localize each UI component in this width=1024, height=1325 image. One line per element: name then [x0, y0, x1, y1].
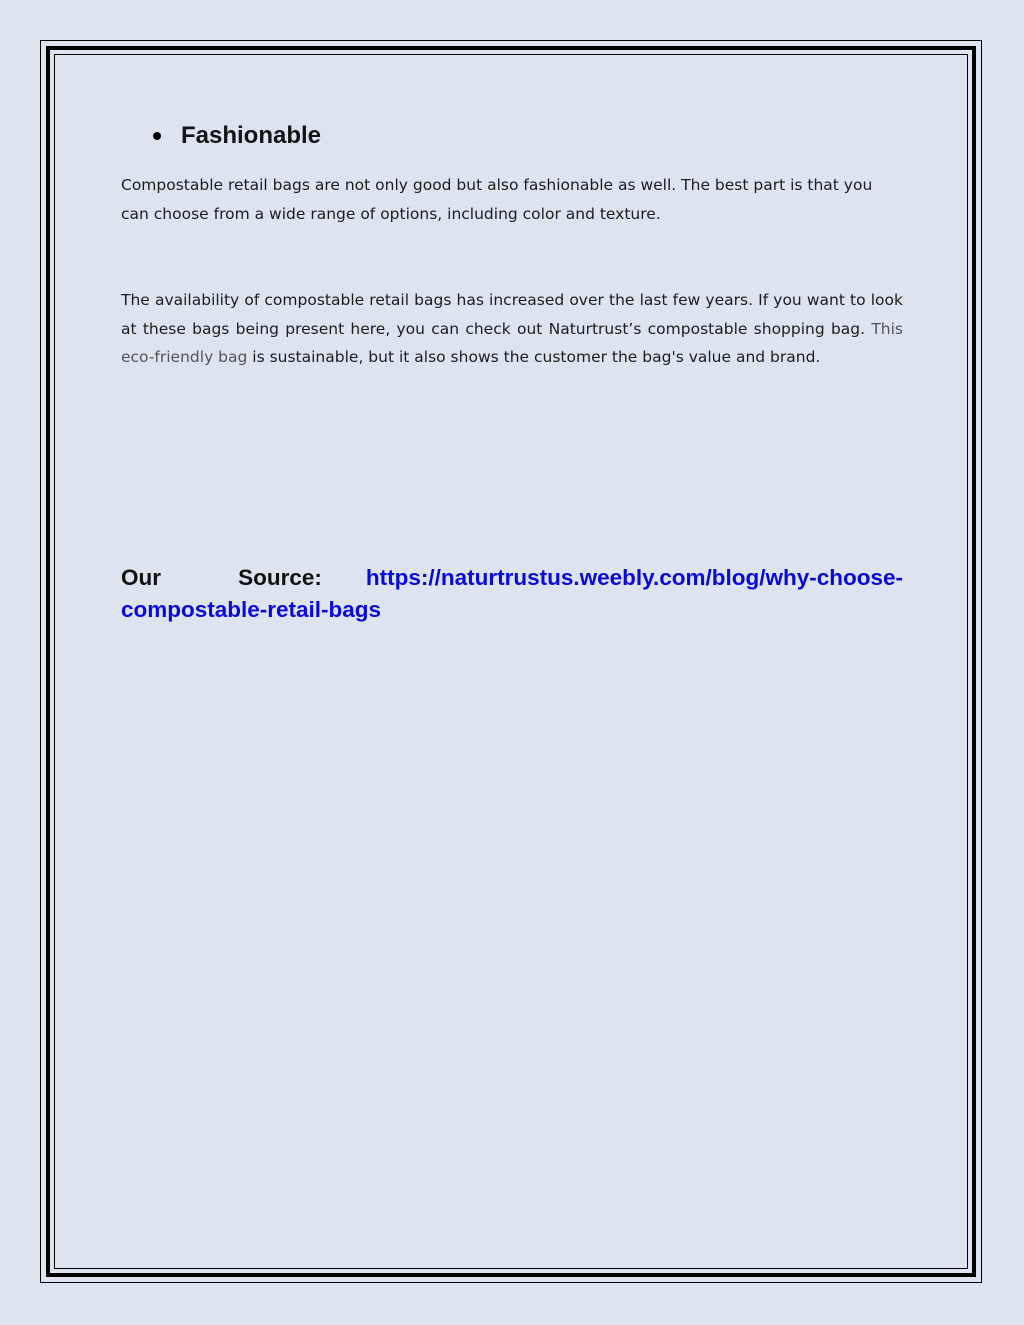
source-label: Our Source:: [121, 564, 322, 590]
bullet-icon: [153, 132, 161, 140]
paragraph-availability: [121, 286, 903, 372]
source-line: [121, 562, 903, 626]
paragraph-availability-text-end: is sustainable, but it also shows the customer the bag's value and brand.: [247, 348, 821, 366]
bullet-heading-row: [121, 118, 903, 154]
section-heading: Fashionable: [181, 122, 322, 149]
paragraph-availability-text-start: The availability of compostable retail bags has increased over the last few years. If you want to look at these bags being present here, you can check out Naturtrust’s compostable shopping bag.: [121, 291, 903, 338]
document-content: [121, 118, 903, 626]
paragraph-fashionable: Compostable retail bags are not only good but also fashionable as well. The best part is that you can choose from a wide range of options, including color and texture.: [121, 176, 873, 223]
eco-friendly-bag-link[interactable]: This eco-friendly bag: [121, 319, 903, 366]
source-url-link[interactable]: https://naturtrustus.weebly.com/blog/why-choose-compostable-retail-bags: [121, 564, 903, 622]
